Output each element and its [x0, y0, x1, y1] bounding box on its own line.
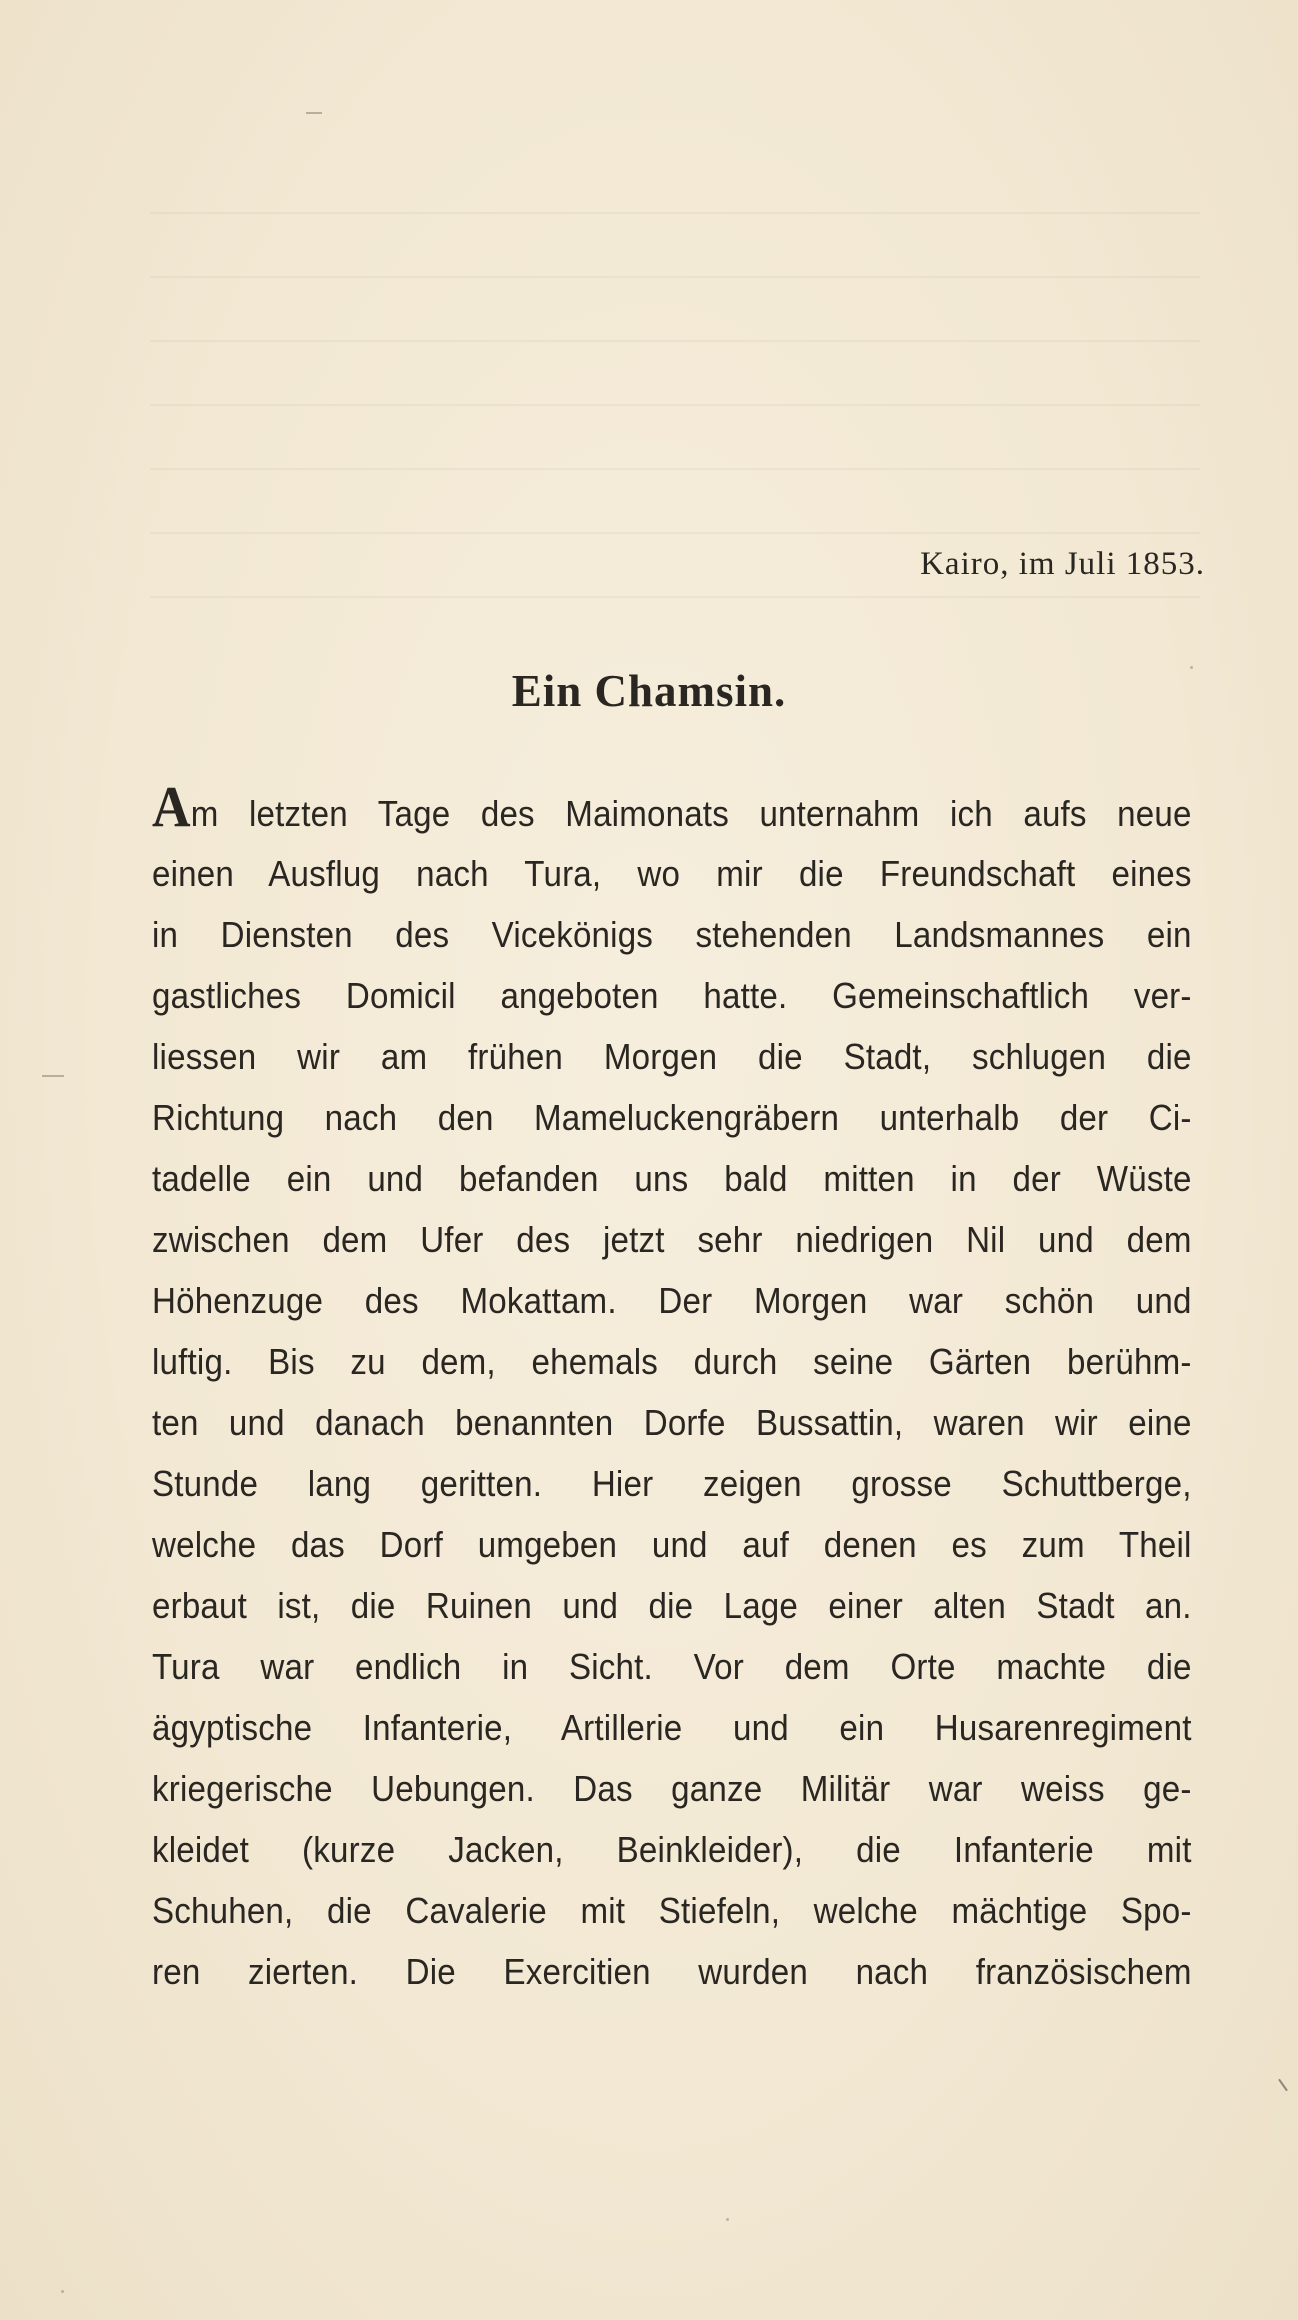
text-line: einen Ausflug nach Tura, wo mir die Freundschaft eines — [152, 853, 1192, 894]
paper-speck — [1190, 666, 1193, 669]
paper-mark — [1278, 2079, 1288, 2092]
text-line: Tura war endlich in Sicht. Vor dem Orte machte die — [152, 1646, 1192, 1687]
text-line-content: m letzten Tage des Maimonats unternahm ich aufs neue — [190, 793, 1192, 834]
text-line: in Diensten des Vicekönigs stehenden Landsmannes ein — [152, 914, 1192, 955]
show-through-line — [150, 150, 1200, 214]
show-through-line — [150, 278, 1200, 342]
show-through-line — [150, 406, 1200, 470]
text-line: zwischen dem Ufer des jetzt sehr niedrigen Nil und dem — [152, 1219, 1192, 1260]
text-line: luftig. Bis zu dem, ehemals durch seine Gärten berühm- — [152, 1341, 1192, 1382]
text-line: ren zierten. Die Exercitien wurden nach französischem — [152, 1951, 1192, 1992]
paper-mark — [42, 1075, 64, 1077]
text-line: Höhenzuge des Mokattam. Der Morgen war schön und — [152, 1280, 1192, 1321]
text-line: ägyptische Infanterie, Artillerie und ein Husarenregiment — [152, 1707, 1192, 1748]
text-line: Schuhen, die Cavalerie mit Stiefeln, welche mächtige Spo- — [152, 1890, 1192, 1931]
drop-initial: A — [152, 774, 191, 839]
text-line — [152, 774, 1192, 843]
show-through-line — [150, 214, 1200, 278]
text-line: welche das Dorf umgeben und auf denen es zum Theil — [152, 1524, 1192, 1565]
show-through-line — [150, 342, 1200, 406]
paper-speck — [726, 2218, 729, 2221]
text-line: erbaut ist, die Ruinen und die Lage einer alten Stadt an. — [152, 1585, 1192, 1626]
show-through-line — [150, 470, 1200, 534]
chapter-title: Ein Chamsin. — [511, 666, 787, 716]
text-line: liessen wir am frühen Morgen die Stadt, schlugen die — [152, 1036, 1192, 1077]
text-line: kleidet (kurze Jacken, Beinkleider), die Infanterie mit — [152, 1829, 1192, 1870]
text-line: gastliches Domicil angeboten hatte. Gemeinschaftlich ver- — [152, 975, 1192, 1016]
dateline: Kairo, im Juli 1853. — [920, 546, 1205, 582]
paper-speck — [61, 2290, 64, 2293]
body-text — [152, 774, 1192, 2002]
text-line: ten und danach benannten Dorfe Bussattin, waren wir eine — [152, 1402, 1192, 1443]
text-line: Richtung nach den Mameluckengräbern unterhalb der Ci- — [152, 1097, 1192, 1138]
text-line: Stunde lang geritten. Hier zeigen grosse Schuttberge, — [152, 1463, 1192, 1504]
text-line: tadelle ein und befanden uns bald mitten in der Wüste — [152, 1158, 1192, 1199]
paper-mark — [306, 112, 322, 114]
text-line: kriegerische Uebungen. Das ganze Militär war weiss ge- — [152, 1768, 1192, 1809]
